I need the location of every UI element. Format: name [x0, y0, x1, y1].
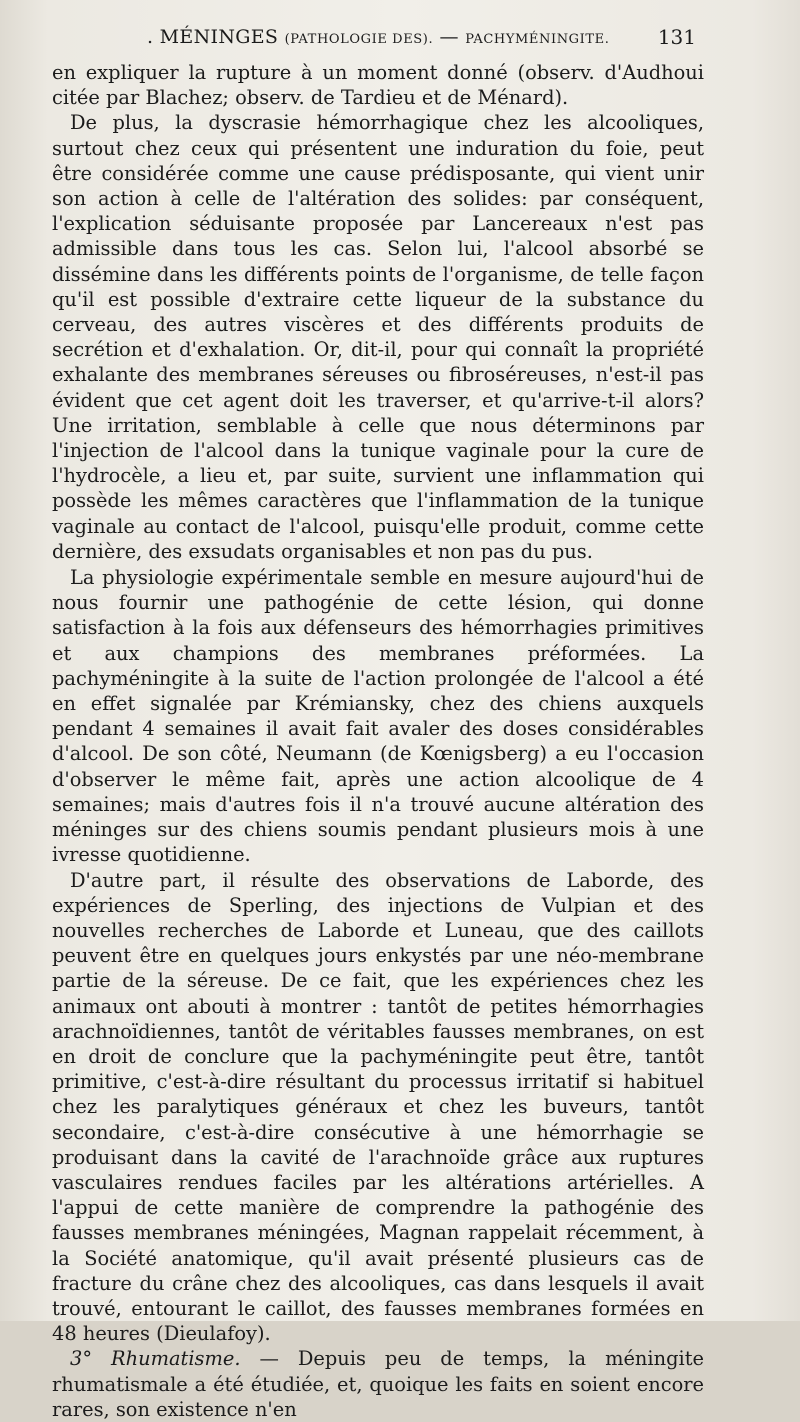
paragraph-physiologie: La physiologie expérimentale semble en mesure aujourd'hui de nous fournir une pathogénie de cette lésion, qui donne satisfaction à la fois aux défenseurs des hémorrhagies primitives et aux champions des membranes préformées. La pachyméningite à la suite de l'action prolongée de l'alcool a été en effet signalée par Krémiansky, chez des chiens auxquels pendant 4 semaines il avait fait avaler des doses considérables d'alcool. De son côté, Neumann (de Kœnigsberg) a eu l'occasion d'observer le même fait, après une action alcoolique de 4 semaines; mais d'autres fois il n'a trouvé aucune altération des méninges sur des chiens soumis pendant plusieurs mois à une ivresse quotidienne.	[52, 566, 704, 867]
paragraph-rhumatisme	[52, 1346, 704, 1422]
running-head-subtitle: (PATHOLOGIE DES).	[284, 32, 434, 47]
paragraph-observations: D'autre part, il résulte des observations de Laborde, des expériences de Sperling, des injections de Vulpian et des nouvelles recherches de Laborde et Luneau, que des caillots peuvent être en quelques jours enkystés par une néo-membrane partie de la séreuse. De ce fait, que les expériences chez les animaux ont abouti à montrer : tantôt de petites hémorrhagies arachnoïdiennes, tantôt de véritables fausses membranes, on est en droit de conclure que la pachyméningite peut être, tantôt primitive, c'est-à-dire résultant du processus irritatif si habituel chez les paralytiques généraux et chez les buveurs, tantôt secondaire, c'est-à-dire consécutive à une hémorrhagie se produisant dans la cavité de l'arachnoïde grâce aux ruptures vasculaires rendues faciles par les altérations artérielles. A l'appui de cette manière de comprendre la pathogénie des fausses membranes méningées, Magnan rappelait récemment, à la Société anatomique, qu'il avait présenté plusieurs cas de fracture du crâne chez des alcooliques, cas dans lesquels il avait trouvé, entourant le caillot, des fausses membranes formées en 48 heures (Dieulafoy).	[52, 868, 704, 1346]
running-head-separator: —	[433, 26, 466, 48]
body-text	[52, 60, 704, 1422]
page-header	[52, 20, 700, 54]
paragraph-continuation: en expliquer la rupture à un moment donné (observ. d'Audhoui citée par Blachez; observ. de Tardieu et de Ménard).	[52, 61, 704, 110]
paragraph-dyscrasie: De plus, la dyscrasie hémorrhagique chez les alcooliques, surtout chez ceux qui présentent une induration du foie, peut être considérée comme une cause prédisposante, qui vient unir son action à celle de l'altération des solides: par conséquent, l'explication séduisante proposée par Lancereaux n'est pas admissible dans tous les cas. Selon lui, l'alcool absorbé se dissémine dans les différents points de l'organisme, de telle façon qu'il est possible d'extraire cette liqueur de la substance du cerveau, des autres viscères et des différents produits de secrétion et d'exhalation. Or, dit-il, pour qui connaît la propriété exhalante des membranes séreuses ou fibroséreuses, n'est-il pas évident que cet agent doit les traverser, et qu'arrive-t-il alors? Une irritation, semblable à celle que nous déterminons par l'injection de l'alcool dans la tunique vaginale pour la cure de l'hydrocèle, a lieu et, par suite, survient une inflammation qui possède les mêmes caractères que l'inflammation de la tunique vaginale au contact de l'alcool, puisqu'elle produit, comme cette dernière, des exsudats organisables et non pas du pus.	[52, 111, 704, 563]
running-head-title: . MÉNINGES	[147, 26, 279, 48]
paragraph-rhumatisme-text: — Depuis peu de temps, la méningite rhumatismale a été étudiée, et, quoique les faits en soient encore rares, son existence n'en	[52, 1347, 704, 1421]
page-number: 131	[657, 25, 696, 49]
running-head	[147, 20, 610, 57]
section-heading-rhumatisme: 3° Rhumatisme.	[70, 1347, 241, 1371]
running-head-topic: PACHYMÉNINGITE.	[465, 32, 610, 47]
